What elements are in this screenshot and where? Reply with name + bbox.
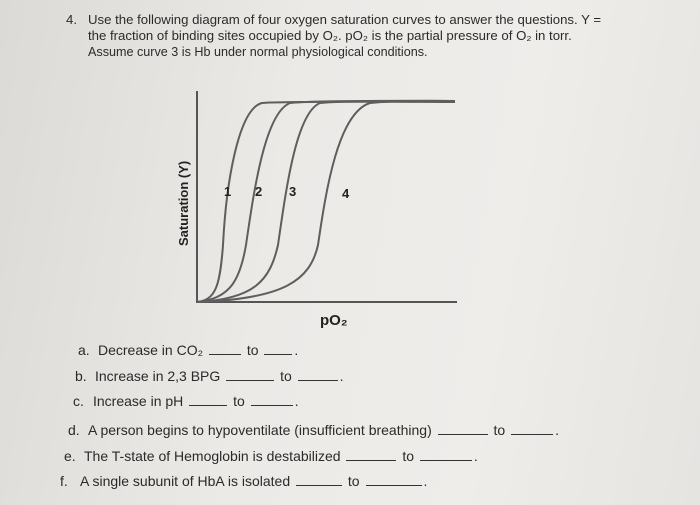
item-to: to (402, 448, 415, 464)
answer-blank[interactable] (366, 475, 422, 486)
answer-blank[interactable] (438, 424, 488, 435)
question-line: Assume curve 3 is Hb under normal physiological conditions. (88, 45, 428, 59)
item-to: to (246, 342, 259, 358)
item-text: Decrease in CO₂ (98, 342, 204, 358)
item-label: a. (78, 342, 90, 358)
curve-4 (197, 101, 455, 302)
item-label: c. (73, 393, 84, 409)
item-text: Increase in 2,3 BPG (95, 368, 221, 384)
question-text (88, 12, 678, 60)
answer-blank[interactable] (420, 450, 472, 461)
curve-label-3: 3 (289, 184, 297, 199)
item-label: f. (60, 473, 68, 489)
answer-blank[interactable] (511, 424, 553, 435)
answer-blank[interactable] (226, 370, 274, 381)
answer-blank[interactable] (264, 344, 292, 355)
question-line: the fraction of binding sites occupied by O₂. pO₂ is the partial pressure of O₂ in torr. (88, 28, 572, 43)
item-label: e. (64, 448, 76, 464)
item-f: f. A single subunit of HbA is isolated to . (60, 473, 428, 489)
question-number: 4. (66, 12, 77, 27)
answer-blank[interactable] (298, 370, 338, 381)
item-to: to (280, 368, 292, 384)
y-axis-label: Saturation (Y) (176, 160, 191, 246)
curve-1 (197, 102, 455, 302)
x-axis-label: pO₂ (320, 312, 348, 329)
item-d: d. A person begins to hypoventilate (insufficient breathing) to . (68, 422, 559, 438)
item-text: Increase in pH (93, 393, 184, 409)
curve-label-4: 4 (342, 186, 350, 201)
item-text: The T-state of Hemoglobin is destabilized (84, 448, 341, 464)
item-label: d. (68, 422, 80, 438)
item-to: to (233, 393, 245, 409)
item-e: e. The T-state of Hemoglobin is destabilized to . (64, 448, 478, 464)
answer-blank[interactable] (296, 475, 342, 486)
curve-label-1: 1 (224, 184, 232, 199)
item-label: b. (75, 368, 87, 384)
item-to: to (347, 473, 360, 489)
item-to: to (493, 422, 506, 438)
item-b: b. Increase in 2,3 BPG to . (75, 368, 344, 384)
question-line: Use the following diagram of four oxygen saturation curves to answer the questions. Y = (88, 12, 602, 27)
curve-label-2: 2 (255, 184, 263, 199)
saturation-curves-diagram (170, 85, 470, 335)
item-text: A person begins to hypoventilate (insufficient breathing) (88, 422, 432, 438)
answer-blank[interactable] (346, 450, 396, 461)
item-c: c. Increase in pH to . (73, 393, 299, 409)
item-text: A single subunit of HbA is isolated (80, 473, 291, 489)
answer-blank[interactable] (251, 395, 293, 406)
answer-blank[interactable] (189, 395, 227, 406)
answer-blank[interactable] (209, 344, 241, 355)
item-a: a. Decrease in CO₂ to . (78, 342, 299, 358)
